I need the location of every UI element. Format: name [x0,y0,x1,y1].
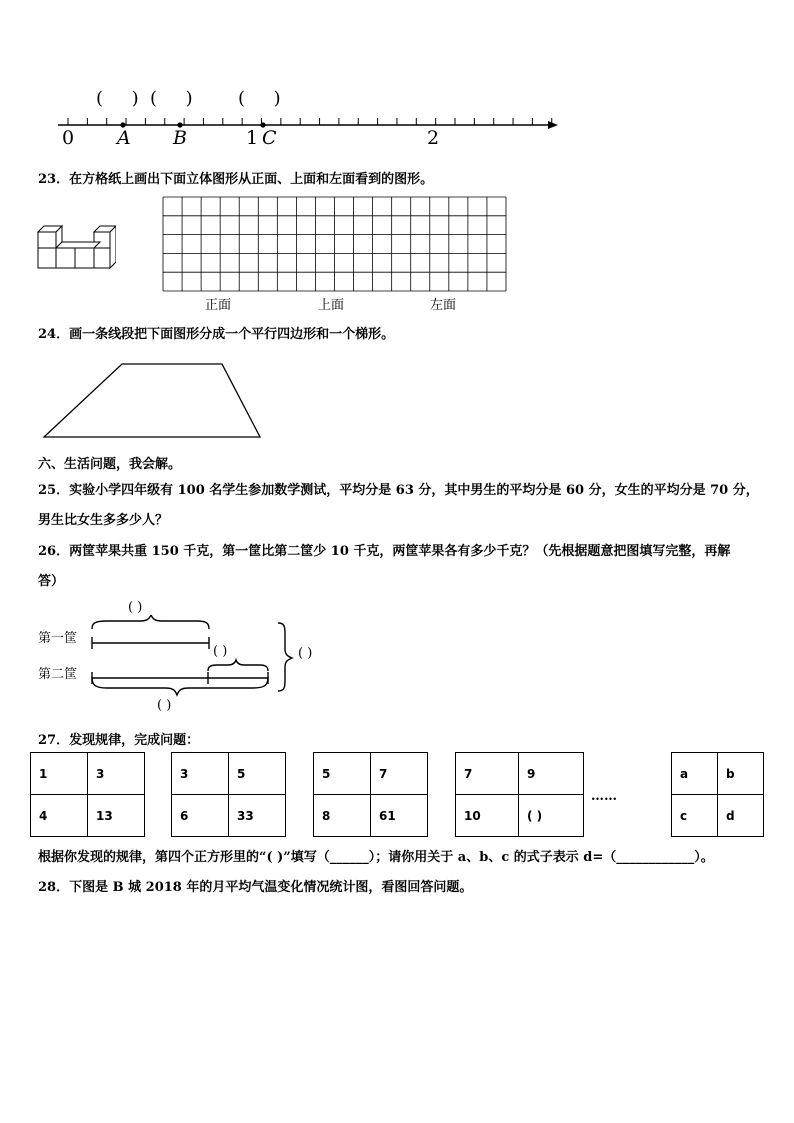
question-25-line2: 男生比女生多多少人？ [38,513,169,528]
label-b: B [173,127,187,149]
blank-a[interactable]: ( ) [96,88,139,109]
label-front-view: 正面 [205,298,232,313]
grid-paper[interactable] [162,196,507,292]
square-3-bottom-right: 61 [371,795,428,837]
square-2-top-left: 3 [172,753,229,795]
question-27: 27．发现规律，完成问题： [38,733,200,748]
label-zero: 0 [62,127,75,149]
square-1-top-right: 3 [88,753,145,795]
segment-diagram [85,615,295,700]
label-left-view: 左面 [430,298,457,313]
blank-b[interactable]: ( ) [150,88,193,109]
square-1-top-left: 1 [31,753,88,795]
label-c: C [262,127,277,149]
square-3-bottom-left: 8 [314,795,371,837]
question-25-line1: 25．实验小学四年级有 100 名学生参加数学测试，平均分是 63 分，其中男生的平均分是 60 分，女生的平均分是 70 分， [38,483,759,498]
blank-basket-1[interactable]: ( ) [128,600,143,615]
square-4 [455,752,584,837]
square-2 [171,752,286,837]
label-basket-1: 第一筐 [38,631,78,646]
blank-c[interactable]: ( ) [238,88,281,109]
square-4-top-left: 7 [456,753,519,795]
square-1-bottom-left: 4 [31,795,88,837]
square-general-a: a [672,753,718,795]
blank-total[interactable]: ( ) [298,646,313,661]
square-2-bottom-right: 33 [229,795,286,837]
blank-difference[interactable]: ( ) [213,644,228,659]
square-3 [313,752,428,837]
label-two: 2 [427,127,440,149]
question-23: 23．在方格纸上画出下面立体图形从正面、上面和左面看到的图形。 [38,172,434,187]
label-top-view: 上面 [318,298,345,313]
label-one: 1 [246,127,259,149]
question-24: 24．画一条线段把下面图形分成一个平行四边形和一个梯形。 [38,327,395,342]
square-4-blank[interactable]: ( ) [519,795,584,837]
question-27-answer-line[interactable]: 根据你发现的规律，第四个正方形里的“( )”填写（______）；请你用关于 a、b、c 的式子表示 d=（____________）。 [38,850,714,865]
question-26-line1: 26．两筐苹果共重 150 千克，第一筐比第二筐少 10 千克，两筐苹果各有多少千克？（先根据题意把图填写完整，再解 [38,544,731,559]
trapezoid-figure[interactable] [40,360,265,440]
blank-basket-2[interactable]: ( ) [157,698,172,713]
square-4-top-right: 9 [519,753,584,795]
square-3-top-right: 7 [371,753,428,795]
square-1-bottom-right: 13 [88,795,145,837]
square-general-c: c [672,795,718,837]
section-6-heading: 六、生活问题，我会解。 [38,457,182,472]
ellipsis: …… [591,789,617,804]
square-1 [30,752,145,837]
label-a: A [117,127,131,149]
square-general [671,752,764,837]
question-26-line2: 答） [38,574,65,589]
square-3-top-left: 5 [314,753,371,795]
square-2-bottom-left: 6 [172,795,229,837]
square-general-b: b [718,753,764,795]
square-general-d: d [718,795,764,837]
question-28: 28．下图是 B 城 2018 年的月平均气温变化情况统计图，看图回答问题。 [38,880,473,895]
square-4-bottom-left: 10 [456,795,519,837]
label-basket-2: 第二筐 [38,667,78,682]
cube-stack-figure [36,220,116,272]
square-2-top-right: 5 [229,753,286,795]
